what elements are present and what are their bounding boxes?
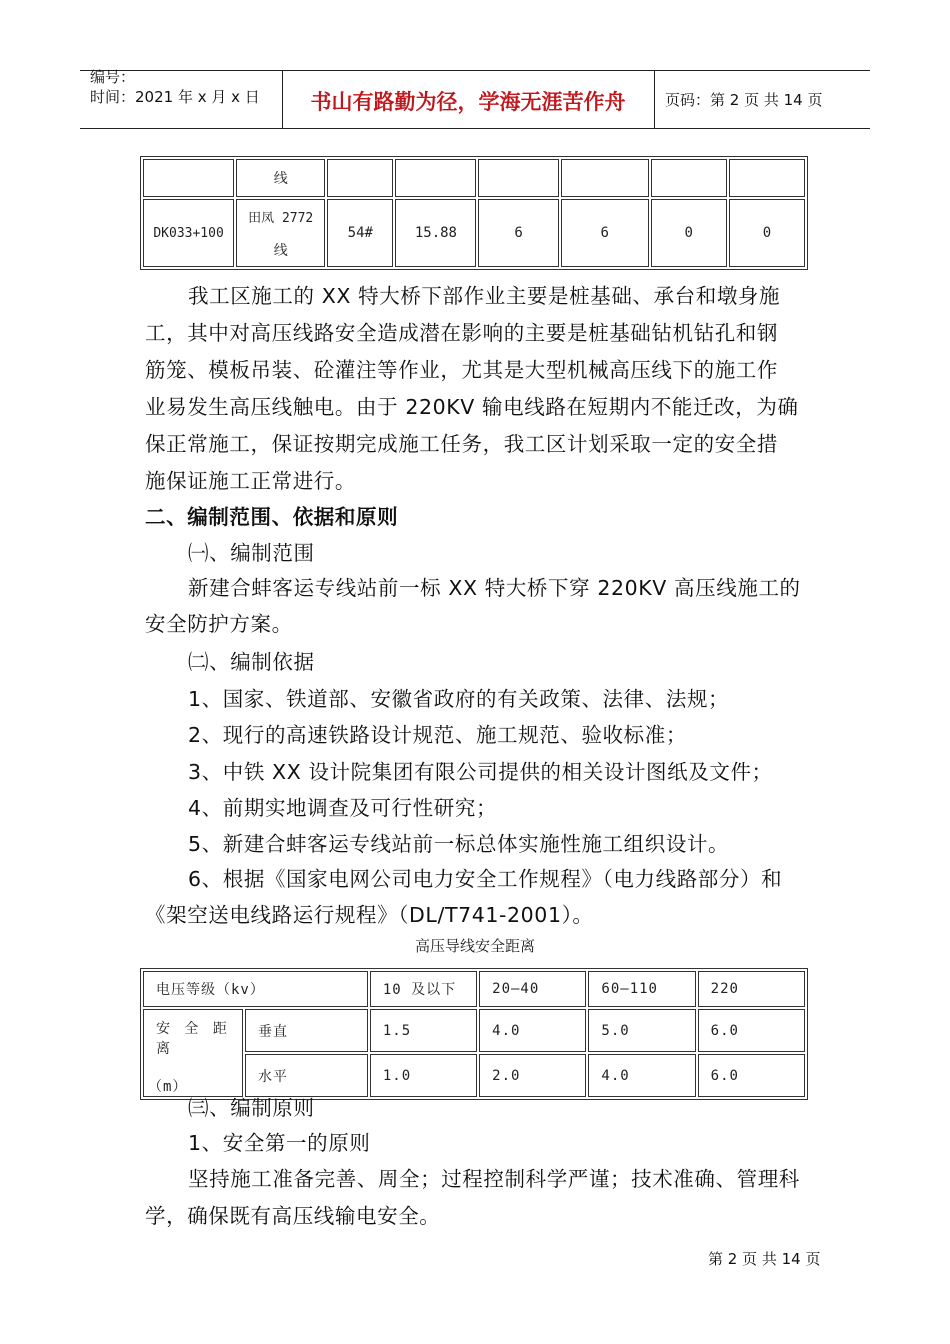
- table-cell: [561, 159, 649, 197]
- row-label-unit: （m）: [148, 1079, 188, 1095]
- row-label-cell: [143, 1009, 243, 1097]
- line-crossing-table: [140, 156, 808, 270]
- table-cell: 4.0: [479, 1009, 586, 1052]
- table-cell: [143, 159, 234, 197]
- table-cell: 6: [478, 199, 558, 267]
- table-cell: 6.0: [698, 1009, 805, 1052]
- list-item: 1、国家、铁道部、安徽省政府的有关政策、法律、法规；: [188, 687, 730, 711]
- table-cell: 15.88: [395, 199, 476, 267]
- table-cell: [236, 199, 325, 267]
- header-meta: [90, 68, 260, 106]
- paragraph-line: 筋笼、模板吊装、砼灌注等作业，尤其是大型机械高压线下的施工作: [145, 358, 778, 382]
- table-cell: DK033+100: [143, 199, 234, 267]
- list-item: 6、根据《国家电网公司电力安全工作规程》（电力线路部分）和: [188, 867, 783, 891]
- table-row: [143, 1009, 805, 1052]
- paragraph-line: 保正常施工，保证按期完成施工任务，我工区计划采取一定的安全措: [145, 432, 778, 456]
- paragraph-line: 学，确保既有高压线输电安全。: [145, 1204, 441, 1228]
- subsection-title: ㈢、编制原则: [188, 1096, 315, 1120]
- paragraph-line: 坚持施工准备完善、周全；过程控制科学严谨；技术准确、管理科: [188, 1167, 800, 1191]
- list-item: 3、中铁 XX 设计院集团有限公司提供的相关设计图纸及文件；: [188, 760, 773, 784]
- table-cell: 4.0: [588, 1054, 695, 1097]
- safety-distance-table: [140, 968, 808, 1100]
- header-page-number: 页码：第 2 页 共 14 页: [665, 91, 823, 109]
- table-header-cell: 电压等级（kv）: [143, 971, 368, 1007]
- list-item: 2、现行的高速铁路设计规范、施工规范、验收标准；: [188, 723, 687, 747]
- list-item: 《架空送电线路运行规程》（DL/T741-2001）。: [145, 903, 594, 927]
- table-cell: 水平: [245, 1054, 368, 1097]
- paragraph-line: 业易发生高压线触电。由于 220KV 输电线路在短期内不能迁改，为确: [145, 395, 799, 419]
- table-cell: 1.5: [370, 1009, 477, 1052]
- table-cell: [395, 159, 476, 197]
- table-cell: 2.0: [479, 1054, 586, 1097]
- table-cell: [651, 159, 727, 197]
- header-bottom-rule: [80, 128, 870, 129]
- list-item: 1、安全第一的原则: [188, 1131, 371, 1155]
- paragraph-line: 新建合蚌客运专线站前一标 XX 特大桥下穿 220KV 高压线施工的: [188, 576, 801, 600]
- table-cell: 1.0: [370, 1054, 477, 1097]
- paragraph-line: 我工区施工的 XX 特大桥下部作业主要是桩基础、承台和墩身施: [188, 284, 781, 308]
- table-cell: [327, 159, 393, 197]
- table-caption: 高压导线安全距离: [414, 937, 535, 955]
- table-row: [143, 159, 805, 197]
- paragraph-line: 施保证施工正常进行。: [145, 469, 356, 493]
- table-row: [143, 971, 805, 1007]
- paragraph-line: 安全防护方案。: [145, 612, 293, 636]
- header-divider-2: [654, 70, 655, 128]
- line-name-suffix: 线: [273, 242, 288, 259]
- row-label: 安 全 距 离: [156, 1021, 230, 1057]
- list-item: 4、前期实地调查及可行性研究；: [188, 796, 498, 820]
- table-cell: 线: [236, 159, 325, 197]
- subsection-title: ㈡、编制依据: [188, 650, 315, 674]
- section-title: 二、编制范围、依据和原则: [145, 505, 399, 529]
- subsection-title: ㈠、编制范围: [188, 541, 315, 565]
- table-cell: 5.0: [588, 1009, 695, 1052]
- table-cell: 0: [729, 199, 805, 267]
- footer-page-number: 第 2 页 共 14 页: [708, 1250, 821, 1268]
- table-cell: 0: [651, 199, 727, 267]
- table-header-cell: 10 及以下: [370, 971, 477, 1007]
- paragraph-line: 工，其中对高压线路安全造成潜在影响的主要是桩基础钻机钻孔和钢: [145, 321, 778, 345]
- header-time: 时间：2021 年 x 月 x 日: [90, 88, 260, 106]
- table-cell: 54#: [327, 199, 393, 267]
- table-header-cell: 60—110: [588, 971, 695, 1007]
- table-cell: [729, 159, 805, 197]
- table-cell: 6.0: [698, 1054, 805, 1097]
- header-motto: 书山有路勤为径，学海无涯苦作舟: [310, 90, 626, 114]
- table-cell: 垂直: [245, 1009, 368, 1052]
- list-item: 5、新建合蚌客运专线站前一标总体实施性施工组织设计。: [188, 832, 730, 856]
- header-number: 编号：: [90, 68, 136, 86]
- table-header-cell: 220: [698, 971, 805, 1007]
- line-name: 田凤 2772: [248, 210, 314, 226]
- table-header-cell: 20—40: [479, 971, 586, 1007]
- table-cell: 6: [561, 199, 649, 267]
- table-cell: [478, 159, 558, 197]
- table-row: [143, 199, 805, 267]
